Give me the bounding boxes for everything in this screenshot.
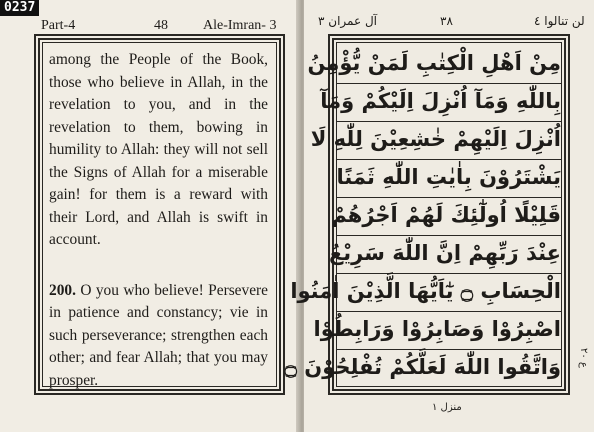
arabic-line: وَاتَّقُوا اللّٰهَ لَعَلَّكُمْ تُفْلِحُوْنَ ۝	[284, 355, 561, 379]
page-number: 48	[154, 18, 168, 33]
arabic-line: الْحِسَابِ ۝ يٰٓاَيُّهَا الَّذِيْنَ اٰمَنُوا	[337, 271, 561, 312]
juz-label: لن تنالوا ٤	[534, 14, 585, 28]
surah-label: Ale-Imran- 3	[203, 18, 277, 33]
manzil-footer: منزل ١	[432, 402, 462, 413]
arabic-line: مِنْ اَهْلِ الْكِتٰبِ لَمَنْ يُّؤْمِنُ	[337, 43, 561, 84]
arabic-line: يَشْتَرُوْنَ بِاٰيٰتِ اللّٰهِ ثَمَنًا	[337, 157, 561, 198]
translation-paragraph	[49, 49, 268, 252]
text-frame	[34, 34, 285, 395]
arabic-page-number: ٣٨	[440, 14, 453, 28]
translation-text: among the People of the Book, those who believe in Allah, in the revelation to you, and in the revelation to them, bowing in humility to Allah: they will not sell the Signs of Allah for a miserable gain! for them is a reward with their Lord, and Allah is swift in account.	[49, 51, 268, 248]
arabic-line: اُنْزِلَ اِلَيْهِمْ خٰشِعِيْنَ لِلّٰهِ لَا	[337, 119, 561, 160]
right-page	[284, 0, 594, 432]
ruku-mark: ع ٢٠	[578, 348, 589, 368]
arabic-frame	[284, 34, 570, 395]
translation-text: O you who believe! Persevere in patience and constancy; vie in such perseverance; strengthen each other; and fear Allah; that you may prosper.	[49, 281, 268, 389]
translation-paragraph	[49, 280, 268, 393]
arabic-line: قَلِيْلًا اُولٰٓئِكَ لَهُمْ اَجْرُهُمْ	[337, 195, 561, 236]
arabic-lines	[284, 42, 562, 387]
arabic-line: عِنْدَ رَبِّهِمْ اِنَّ اللّٰهَ سَرِيْعُ	[337, 233, 561, 274]
image-id-badge: 0237	[0, 0, 39, 16]
part-label: Part-4	[41, 18, 76, 33]
arabic-surah-label: آل عمران ٣	[318, 14, 377, 28]
arabic-line: بِاللّٰهِ وَمَآ اُنْزِلَ اِلَيْكُمْ وَمَآ	[337, 81, 561, 122]
arabic-line: اصْبِرُوْا وَصَابِرُوْا وَرَابِطُوْا	[337, 309, 561, 350]
verse-number: 200.	[49, 281, 76, 299]
text-frame-inner	[42, 42, 277, 387]
